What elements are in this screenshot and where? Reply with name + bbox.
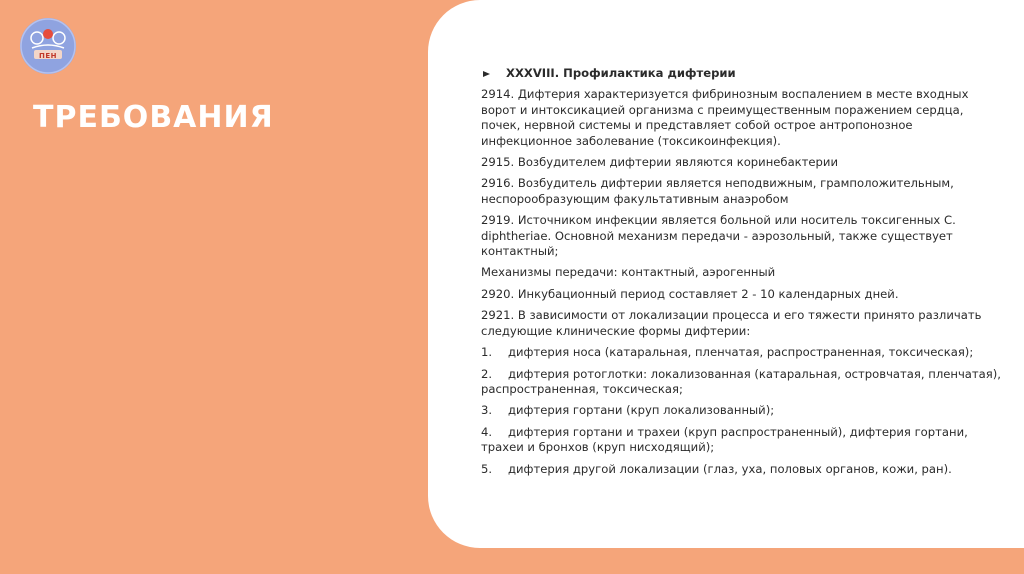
paragraph: 2915. Возбудителем дифтерии являются коринебактерии [481,155,838,170]
bullet-arrow-icon [483,71,490,77]
page-title: ТРЕБОВАНИЯ [33,100,274,135]
paragraph: 2914. Дифтерия характеризуется фибринозным воспалением в месте входных ворот и интоксикацией организма с преимущественным поражением сердца, почек, нервной системы и представляет собой острое антропонозное инфекционное заболевание (токсикоинфекция). [481,87,969,148]
list-item [481,345,1001,360]
list-item-text: дифтерия другой локализации (глаз, уха, половых органов, кожи, ран). [508,461,952,476]
list-item-number: 3. [481,403,493,418]
list-item-number: 1. [481,345,493,360]
list-item-text: дифтерия гортани и трахеи (круп распространенный), дифтерия гортани, трахеи и бронхов (круп нисходящий); [481,424,968,455]
list-item [481,425,1001,456]
document-text [481,66,1001,483]
paragraph: Механизмы передачи: контактный, аэрогенный [481,265,776,280]
list-item-text: дифтерия носа (катаральная, пленчатая, распространенная, токсическая); [508,345,974,360]
paragraph: 2919. Источником инфекции является больной или носитель токсигенных C. diphtheriae. Основной механизм передачи - аэрозольный, также существует контактный; [481,213,956,259]
paragraph: 2916. Возбудитель дифтерии является неподвижным, грамположительным, неспорообразующим факультативным анаэробом [481,176,954,206]
list-item-text: дифтерия ротоглотки: локализованная (катаральная, островчатая, пленчатая), распространенная, токсическая; [481,366,1001,396]
logo-text: ПЕН [39,52,57,60]
list-item [481,462,1001,477]
logo [20,18,76,74]
logo-emblem-icon [20,18,76,74]
paragraph: 2921. В зависимости от локализации процесса и его тяжести принято различать следующие клинические формы дифтерии: [481,308,982,338]
paragraph: 2920. Инкубационный период составляет 2 - 10 календарных дней. [481,286,899,301]
list-item [481,367,1001,398]
list-item [481,403,1001,418]
list-item-number: 5. [481,461,493,476]
list-item-number: 4. [481,424,493,439]
list-item-text: дифтерия гортани (круп локализованный); [508,403,775,418]
section-heading-text: XXXVIII. Профилактика дифтерии [506,66,736,80]
section-heading [481,66,1001,81]
list-item-number: 2. [481,366,493,381]
